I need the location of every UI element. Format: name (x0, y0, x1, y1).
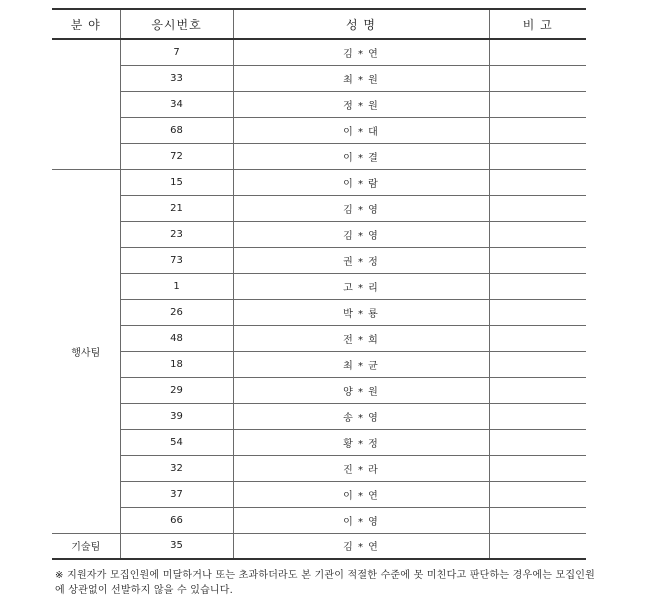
table-row (52, 403, 586, 429)
note-cell (489, 533, 586, 559)
note-cell (489, 91, 586, 117)
name-cell: 이 * 람 (233, 169, 489, 195)
note-cell (489, 377, 586, 403)
exam-number-cell: 48 (120, 325, 233, 351)
exam-number-cell: 26 (120, 299, 233, 325)
exam-number-cell: 39 (120, 403, 233, 429)
table-row (52, 429, 586, 455)
note-cell (489, 507, 586, 533)
table-row (52, 325, 586, 351)
exam-number-cell: 21 (120, 195, 233, 221)
note-cell (489, 221, 586, 247)
exam-number-cell: 1 (120, 273, 233, 299)
header-name: 성 명 (233, 9, 489, 39)
note-cell (489, 351, 586, 377)
header-exam-number: 응시번호 (120, 9, 233, 39)
table-row (52, 169, 586, 195)
name-cell: 최 * 균 (233, 351, 489, 377)
note-cell (489, 65, 586, 91)
exam-number-cell: 32 (120, 455, 233, 481)
exam-number-cell: 68 (120, 117, 233, 143)
table-row (52, 533, 586, 559)
name-cell: 고 * 리 (233, 273, 489, 299)
field-cell: 기술팀 (52, 533, 120, 559)
note-cell (489, 143, 586, 169)
header-field: 분 야 (52, 9, 120, 39)
exam-number-cell: 29 (120, 377, 233, 403)
table-row (52, 39, 586, 65)
exam-number-cell: 7 (120, 39, 233, 65)
exam-number-cell: 18 (120, 351, 233, 377)
table-row (52, 273, 586, 299)
table-row (52, 65, 586, 91)
note-cell (489, 195, 586, 221)
name-cell: 이 * 대 (233, 117, 489, 143)
note-cell (489, 429, 586, 455)
note-cell (489, 299, 586, 325)
note-cell (489, 169, 586, 195)
exam-number-cell: 34 (120, 91, 233, 117)
exam-number-cell: 35 (120, 533, 233, 559)
name-cell: 전 * 희 (233, 325, 489, 351)
field-cell: 행사팀 (52, 169, 120, 533)
table-row (52, 117, 586, 143)
exam-number-cell: 33 (120, 65, 233, 91)
table-row (52, 143, 586, 169)
exam-number-cell: 54 (120, 429, 233, 455)
table-row (52, 91, 586, 117)
field-cell (52, 39, 120, 169)
name-cell: 양 * 원 (233, 377, 489, 403)
header-note: 비 고 (489, 9, 586, 39)
note-cell (489, 247, 586, 273)
table-row (52, 221, 586, 247)
name-cell: 김 * 연 (233, 39, 489, 65)
table-row (52, 507, 586, 533)
exam-number-cell: 15 (120, 169, 233, 195)
name-cell: 최 * 원 (233, 65, 489, 91)
applicant-table (52, 8, 586, 560)
name-cell: 송 * 영 (233, 403, 489, 429)
name-cell: 박 * 룡 (233, 299, 489, 325)
note-cell (489, 455, 586, 481)
exam-number-cell: 23 (120, 221, 233, 247)
exam-number-cell: 72 (120, 143, 233, 169)
table-body (52, 39, 586, 559)
note-cell (489, 403, 586, 429)
name-cell: 진 * 라 (233, 455, 489, 481)
note-cell (489, 117, 586, 143)
name-cell: 김 * 영 (233, 221, 489, 247)
table-row (52, 481, 586, 507)
note-cell (489, 273, 586, 299)
exam-number-cell: 73 (120, 247, 233, 273)
table-row (52, 247, 586, 273)
footnote: ※ 지원자가 모집인원에 미달하거나 또는 초과하더라도 본 기관이 적절한 수준에 못 미친다고 판단하는 경우에는 모집인원에 상관없이 선발하지 않을 수 있습니다. (55, 570, 595, 596)
name-cell: 김 * 연 (233, 533, 489, 559)
exam-number-cell: 37 (120, 481, 233, 507)
note-cell (489, 481, 586, 507)
name-cell: 권 * 정 (233, 247, 489, 273)
name-cell: 정 * 원 (233, 91, 489, 117)
exam-number-cell: 66 (120, 507, 233, 533)
table-row (52, 351, 586, 377)
table-row (52, 377, 586, 403)
table-row (52, 195, 586, 221)
note-cell (489, 325, 586, 351)
note-cell (489, 39, 586, 65)
table-row (52, 299, 586, 325)
table-header-row (52, 9, 586, 39)
name-cell: 황 * 정 (233, 429, 489, 455)
name-cell: 이 * 영 (233, 507, 489, 533)
table-row (52, 455, 586, 481)
name-cell: 이 * 결 (233, 143, 489, 169)
name-cell: 김 * 영 (233, 195, 489, 221)
name-cell: 이 * 연 (233, 481, 489, 507)
